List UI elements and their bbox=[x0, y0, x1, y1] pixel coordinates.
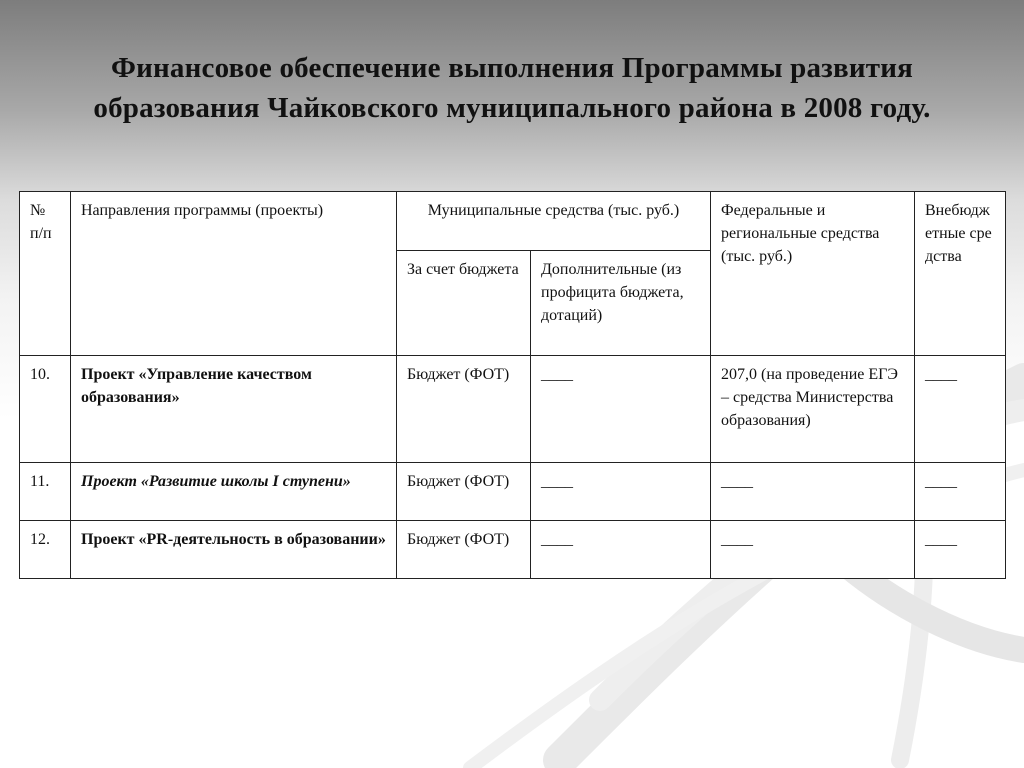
row-budget: Бюджет (ФОТ) bbox=[397, 521, 531, 579]
header-municipal: Муниципальные средства (тыс. руб.) bbox=[397, 192, 711, 251]
row-num: 10. bbox=[20, 356, 71, 463]
row-extra: ____ bbox=[915, 521, 1006, 579]
header-budget: За счет бюджета bbox=[397, 251, 531, 356]
row-project: Проект «Управление качеством образования» bbox=[71, 356, 397, 463]
funding-table bbox=[19, 191, 1006, 579]
row-additional: ____ bbox=[531, 463, 711, 521]
title-line-1: Финансовое обеспечение выполнения Программы развития bbox=[110, 52, 914, 84]
table-row bbox=[20, 356, 1006, 463]
row-budget: Бюджет (ФОТ) bbox=[397, 356, 531, 463]
header-federal: Федеральные и региональные средства (тыс. руб.) bbox=[711, 192, 915, 356]
row-additional: ____ bbox=[531, 356, 711, 463]
slide-title bbox=[20, 48, 1004, 128]
row-additional: ____ bbox=[531, 521, 711, 579]
row-num: 12. bbox=[20, 521, 71, 579]
row-budget: Бюджет (ФОТ) bbox=[397, 463, 531, 521]
table-header-row bbox=[20, 192, 1006, 251]
title-line-2: образования Чайковского муниципального района в 2008 году. bbox=[93, 92, 931, 124]
header-additional: Дополнительные (из профицита бюджета, дотаций) bbox=[531, 251, 711, 356]
table-row bbox=[20, 521, 1006, 579]
row-project: Проект «Развитие школы I ступени» bbox=[71, 463, 397, 521]
row-extra: ____ bbox=[915, 463, 1006, 521]
header-direction: Направления программы (проекты) bbox=[71, 192, 397, 356]
row-federal: ____ bbox=[711, 463, 915, 521]
header-num: № п/п bbox=[20, 192, 71, 356]
row-project: Проект «PR-деятельность в образовании» bbox=[71, 521, 397, 579]
table-row bbox=[20, 463, 1006, 521]
row-federal: 207,0 (на проведение ЕГЭ – средства Министерства образования) bbox=[711, 356, 915, 463]
row-extra: ____ bbox=[915, 356, 1006, 463]
header-extra-budgetary: Внебюджетные средства bbox=[915, 192, 1006, 356]
row-federal: ____ bbox=[711, 521, 915, 579]
row-num: 11. bbox=[20, 463, 71, 521]
